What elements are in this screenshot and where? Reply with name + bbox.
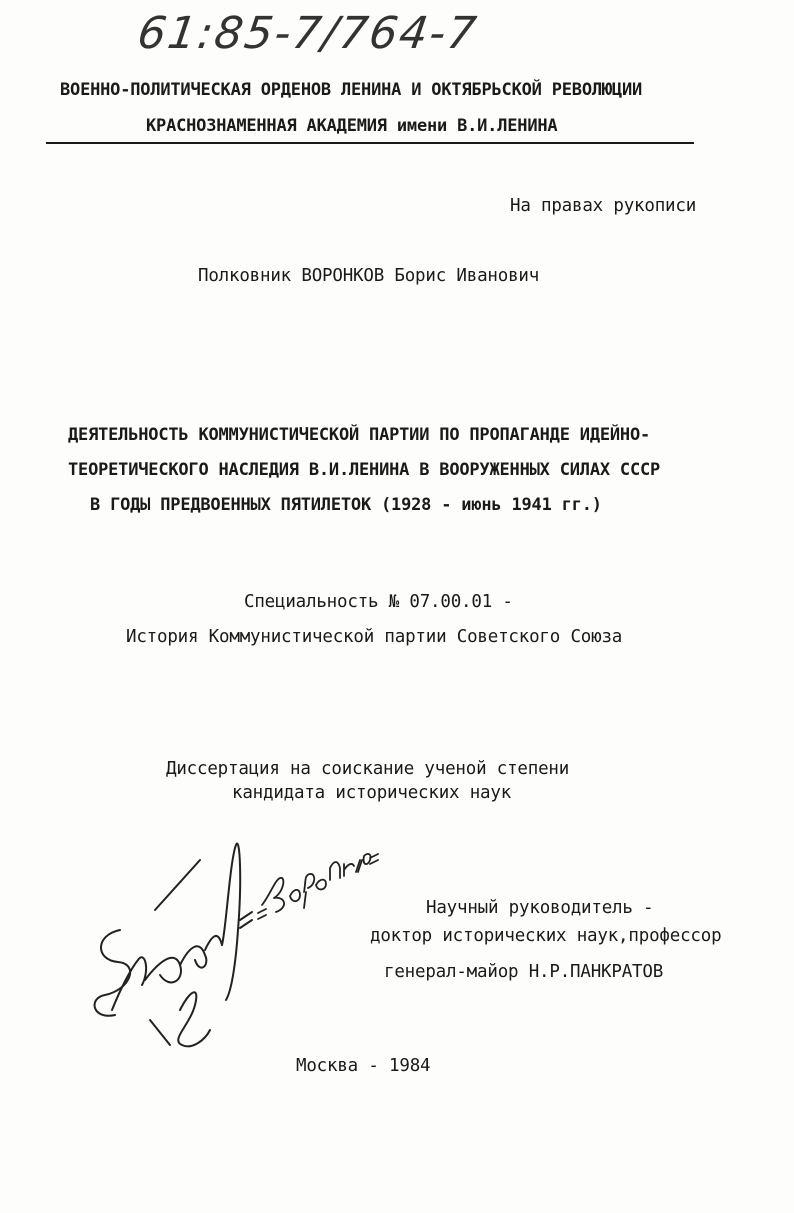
- manuscript-note: На правах рукописи: [510, 196, 697, 216]
- supervisor-line3: генерал-майор Н.Р.ПАНКРАТОВ: [384, 962, 664, 982]
- supervisor-line2: доктор исторических наук,профессор: [370, 926, 722, 946]
- author-name: Полковник ВОРОНКОВ Борис Иванович: [198, 266, 540, 286]
- archive-stamp-number: 61:85-7/764-7: [134, 8, 481, 59]
- specialty-line2: История Коммунистической партии Советского Союза: [126, 627, 623, 647]
- dissertation-line2: кандидата исторических наук: [232, 783, 512, 803]
- place-year: Москва - 1984: [296, 1056, 431, 1076]
- title-line2: ТЕОРЕТИЧЕСКОГО НАСЛЕДИЯ В.И.ЛЕНИНА В ВООРУЖЕННЫХ СИЛАХ СССР: [68, 460, 661, 480]
- specialty-line1: Специальность № 07.00.01 -: [244, 592, 513, 612]
- dissertation-line1: Диссертация на соискание ученой степени: [166, 759, 570, 779]
- header-institution-line1: ВОЕННО-ПОЛИТИЧЕСКАЯ ОРДЕНОВ ЛЕНИНА И ОКТЯБРЬСКОЙ РЕВОЛЮЦИИ: [60, 80, 643, 100]
- supervisor-line1: Научный руководитель -: [426, 898, 654, 918]
- header-institution-line2: КРАСНОЗНАМЕННАЯ АКАДЕМИЯ имени В.И.ЛЕНИНА: [146, 116, 558, 136]
- title-line3: В ГОДЫ ПРЕДВОЕННЫХ ПЯТИЛЕТОК (1928 - июнь 1941 гг.): [90, 495, 602, 515]
- title-line1: ДЕЯТЕЛЬНОСТЬ КОММУНИСТИЧЕСКОЙ ПАРТИИ ПО ПРОПАГАНДЕ ИДЕЙНО-: [68, 425, 651, 445]
- header-divider: [46, 142, 694, 144]
